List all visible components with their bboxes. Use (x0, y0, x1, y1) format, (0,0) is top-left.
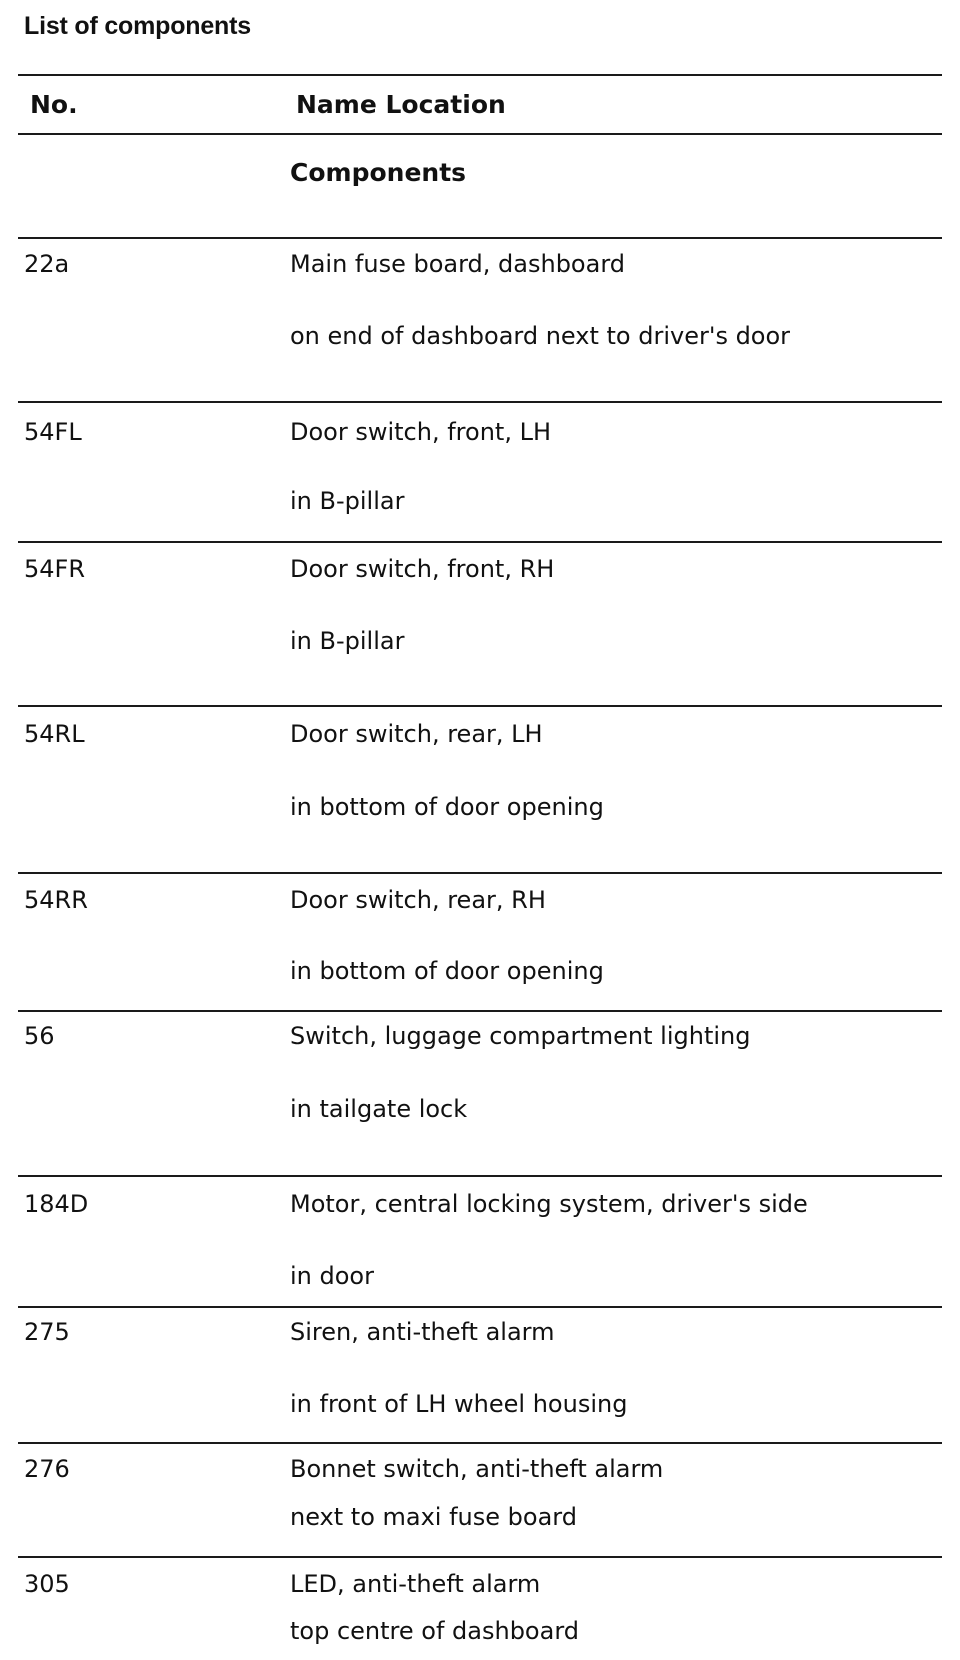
row-no: 54RR (24, 886, 88, 914)
row-divider (18, 1306, 942, 1308)
row-divider (18, 1010, 942, 1012)
header-rule (18, 133, 942, 135)
section-rule (18, 237, 942, 239)
table-top-rule (18, 74, 942, 76)
column-header-no: No. (30, 90, 78, 119)
row-name: Door switch, rear, RH (290, 886, 546, 914)
row-location: in B-pillar (290, 487, 405, 515)
row-name: Door switch, front, RH (290, 555, 555, 583)
row-no: 305 (24, 1570, 70, 1598)
row-name: Switch, luggage compartment lighting (290, 1022, 751, 1050)
row-name: Motor, central locking system, driver's side (290, 1190, 808, 1218)
row-name: Door switch, rear, LH (290, 720, 543, 748)
page-title: List of components (24, 12, 251, 40)
row-location: in B-pillar (290, 627, 405, 655)
row-no: 184D (24, 1190, 89, 1218)
row-divider (18, 1442, 942, 1444)
row-location: in bottom of door opening (290, 793, 604, 821)
row-divider (18, 541, 942, 543)
row-name: Bonnet switch, anti-theft alarm (290, 1455, 664, 1483)
row-name: LED, anti-theft alarm (290, 1570, 541, 1598)
row-divider (18, 1175, 942, 1177)
row-location: next to maxi fuse board (290, 1503, 577, 1531)
row-no: 276 (24, 1455, 70, 1483)
row-name: Main fuse board, dashboard (290, 250, 626, 278)
row-no: 54RL (24, 720, 85, 748)
row-no: 56 (24, 1022, 55, 1050)
row-location: in front of LH wheel housing (290, 1390, 628, 1418)
row-no: 54FL (24, 418, 82, 446)
section-header-components: Components (290, 158, 467, 187)
row-divider (18, 872, 942, 874)
row-divider (18, 401, 942, 403)
row-name: Siren, anti-theft alarm (290, 1318, 555, 1346)
row-location: in bottom of door opening (290, 957, 604, 985)
column-header-name-location: Name Location (296, 90, 506, 119)
row-no: 22a (24, 250, 70, 278)
row-no: 275 (24, 1318, 70, 1346)
row-divider (18, 1556, 942, 1558)
row-divider (18, 705, 942, 707)
row-no: 54FR (24, 555, 86, 583)
row-location: in door (290, 1262, 374, 1290)
row-location: on end of dashboard next to driver's door (290, 322, 791, 350)
row-location: top centre of dashboard (290, 1617, 579, 1645)
row-name: Door switch, front, LH (290, 418, 551, 446)
row-location: in tailgate lock (290, 1095, 468, 1123)
